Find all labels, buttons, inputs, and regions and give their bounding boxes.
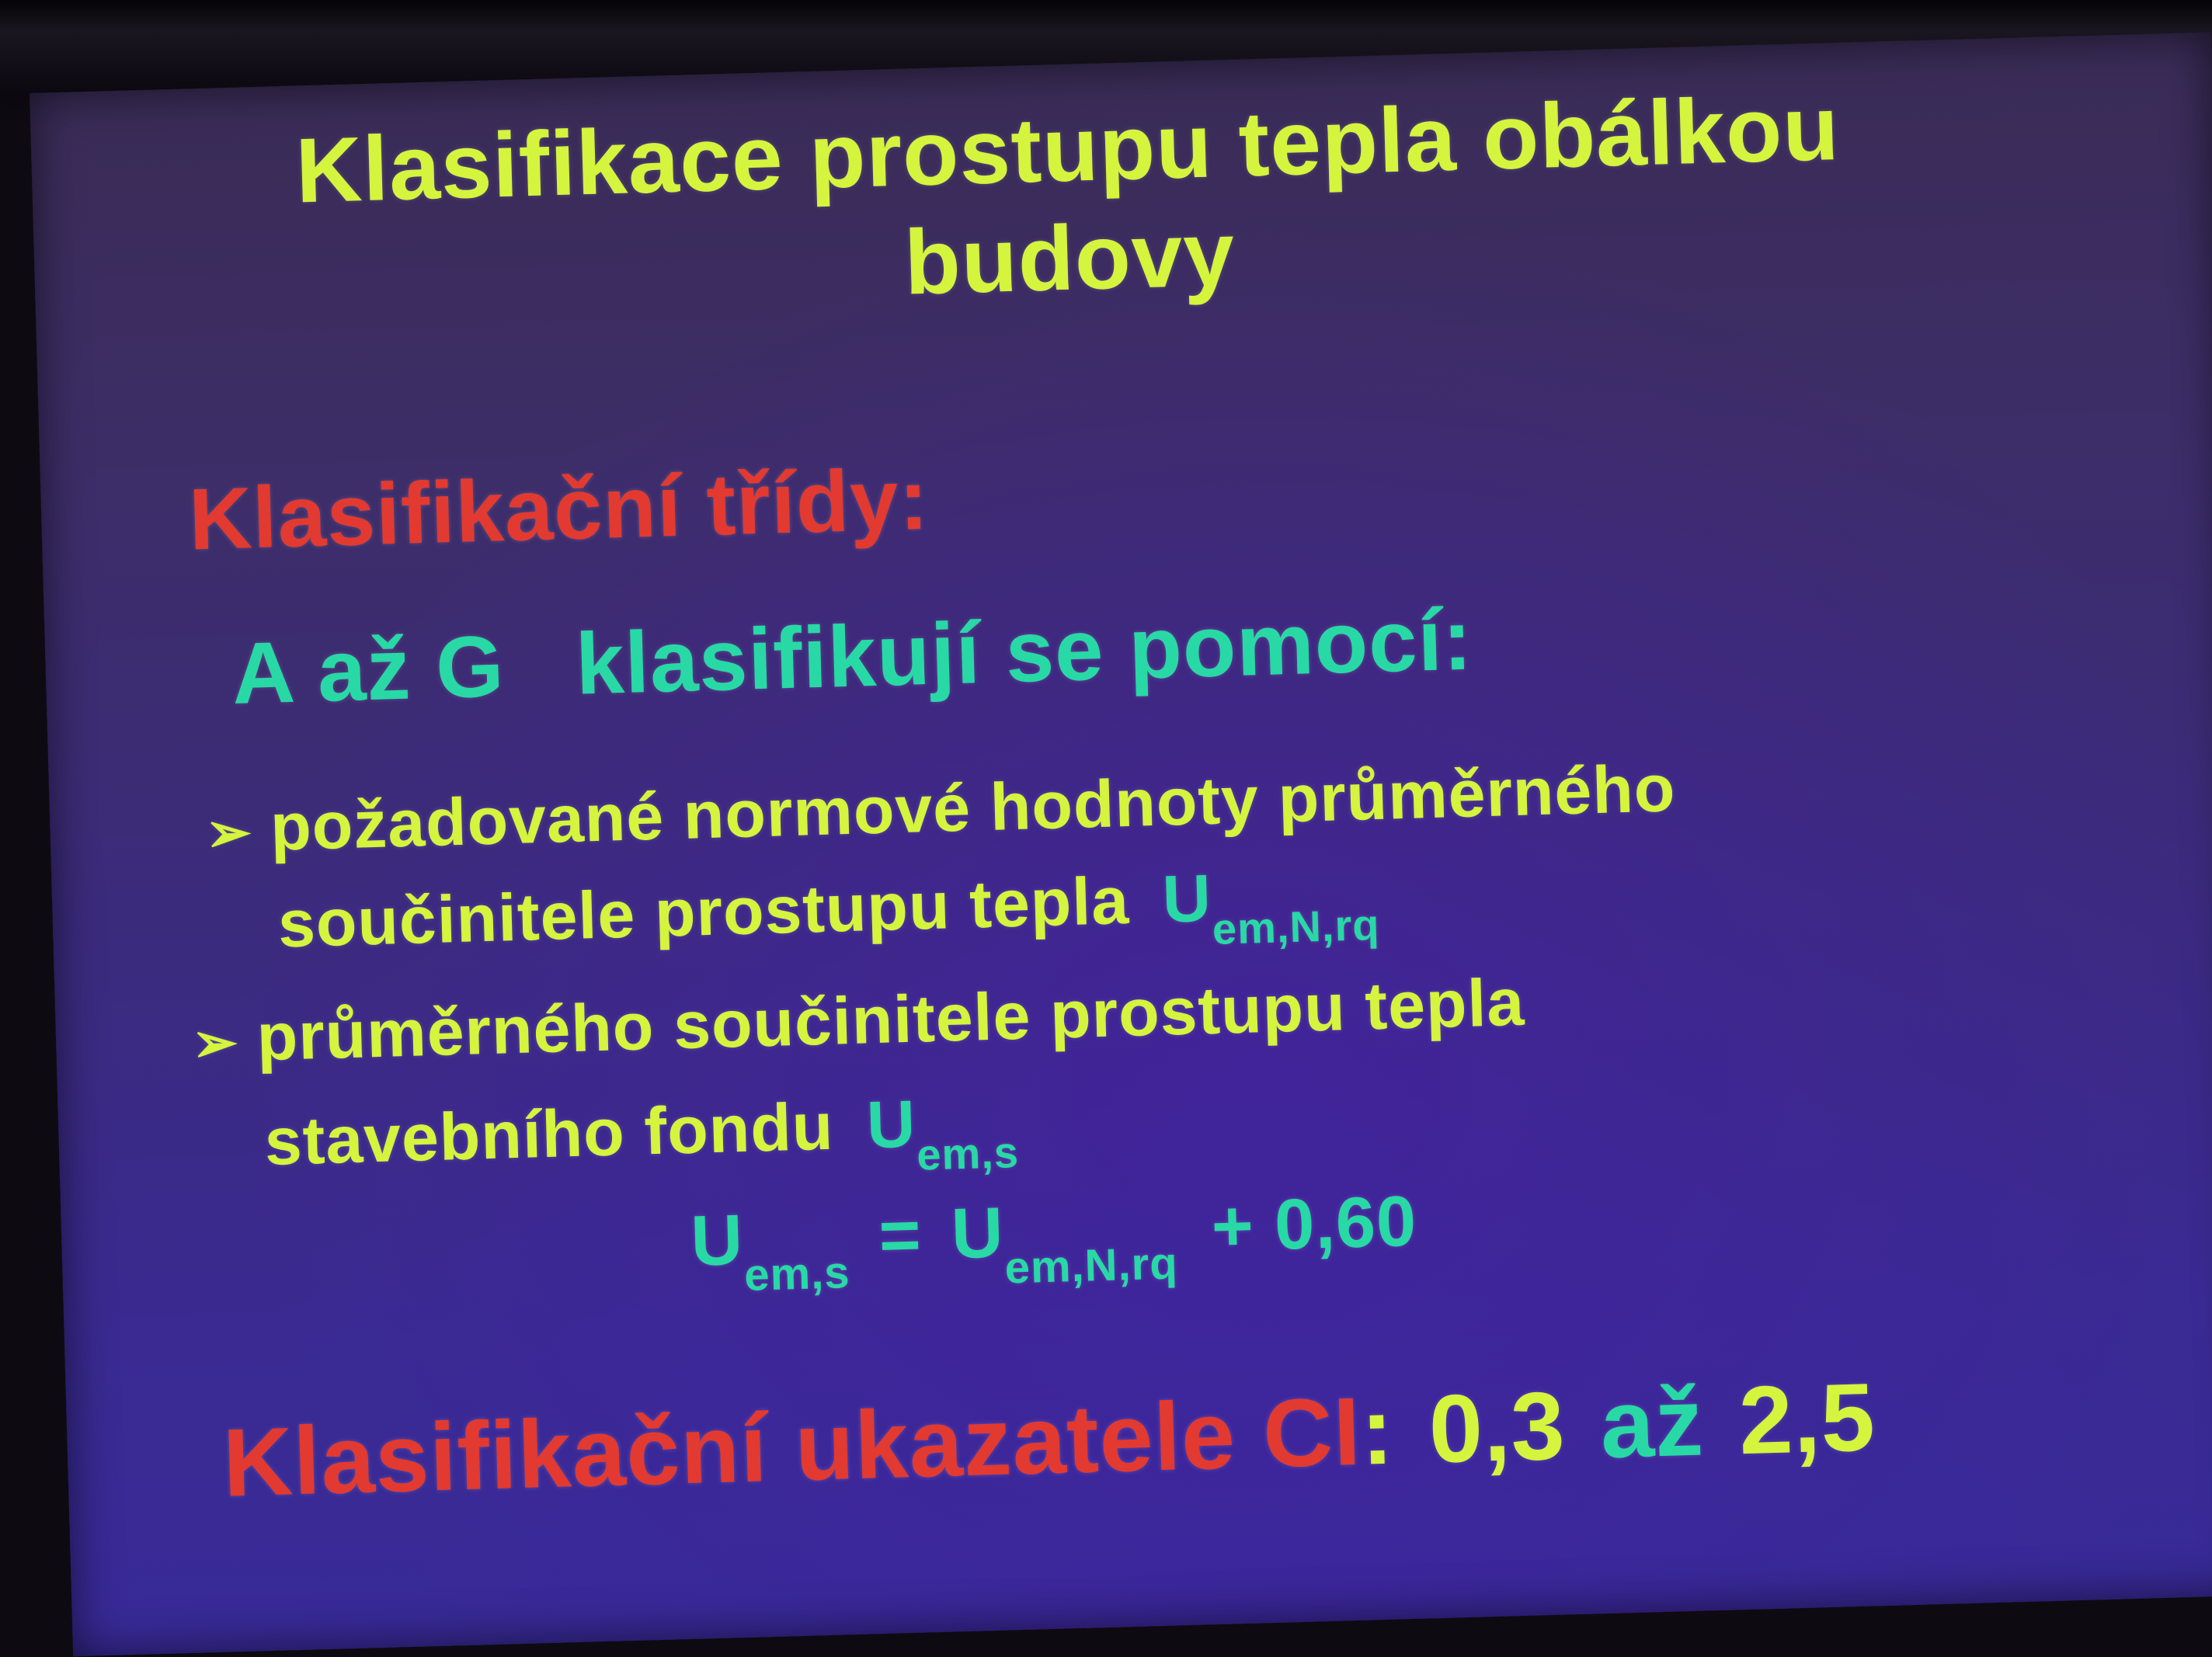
bullet-1-line-2	[277, 856, 1381, 981]
bullet-2-symbol: U	[865, 1086, 917, 1163]
class-range: A až G	[231, 617, 506, 722]
eq-rhs-symbol: U	[950, 1193, 1005, 1274]
classes-line	[231, 589, 1473, 724]
slide-title-line-1: Klasifikace prostupu tepla obálkou	[294, 76, 1841, 223]
indicators-colon: :	[1359, 1377, 1396, 1485]
bullet-2-text-2: stavebního fondu	[263, 1089, 835, 1180]
eq-equals: =	[878, 1195, 923, 1277]
indicators-to: 2,5	[1737, 1363, 1877, 1475]
bullet-1-line-1	[204, 750, 1676, 868]
eq-rest: + 0,60	[1210, 1181, 1418, 1267]
eq-lhs-symbol: U	[690, 1200, 745, 1281]
bullet-arrow-icon: ➢	[204, 801, 253, 864]
slide-title-line-2: budovy	[903, 202, 1236, 314]
bullet-2-subscript: em,s	[916, 1127, 1020, 1179]
bullet-1-symbol: U	[1161, 860, 1213, 937]
bullet-arrow-icon: ➢	[191, 1011, 239, 1074]
eq-lhs-sub: em,s	[743, 1247, 851, 1301]
eq-rhs-sub: em,N,rq	[1003, 1238, 1179, 1294]
class-text: klasifikují se pomocí:	[574, 590, 1474, 713]
classes-heading: Klasifikační třídy:	[187, 450, 930, 568]
bullet-1-text-1: požadované normové hodnoty průměrného	[269, 751, 1677, 865]
projected-slide	[30, 33, 2212, 1657]
bullet-1-subscript: em,N,rq	[1212, 899, 1381, 954]
bullet-2-line-1	[191, 964, 1526, 1079]
indicators-from: 0,3	[1428, 1372, 1567, 1484]
bullet-1-text-2: součinitele prostupu tepla	[276, 863, 1131, 962]
equation	[690, 1181, 1418, 1303]
indicators-label: Klasifikační ukazatele CI	[221, 1377, 1363, 1517]
bullet-2-line-2	[263, 1083, 1019, 1198]
indicators-line	[221, 1362, 1876, 1518]
bullet-2-text-1: průměrného součinitele prostupu tepla	[256, 964, 1526, 1075]
indicators-to-word: až	[1598, 1368, 1706, 1479]
